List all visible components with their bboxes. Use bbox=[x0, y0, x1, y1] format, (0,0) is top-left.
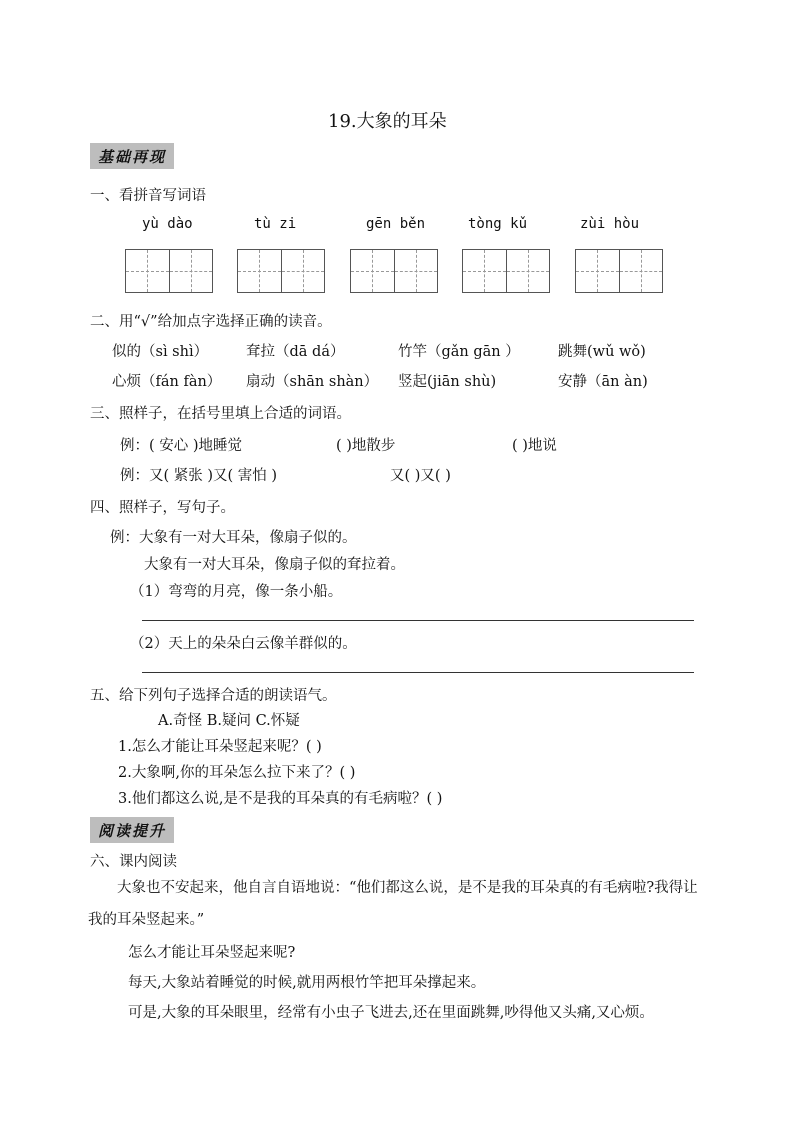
reading-paragraph-2: 怎么才能让耳朵竖起来呢? bbox=[128, 945, 296, 961]
fill-blank[interactable]: 又( )又( ) bbox=[390, 468, 451, 484]
writing-grid-4[interactable] bbox=[462, 249, 550, 293]
pronunciation-choice[interactable]: 竖起(jiān shù) bbox=[398, 374, 497, 390]
writing-grid-1[interactable] bbox=[125, 249, 213, 293]
writing-grid-3[interactable] bbox=[350, 249, 438, 293]
question-4-item-2: （2）天上的朵朵白云像羊群似的。 bbox=[130, 636, 357, 652]
writing-grid-5[interactable] bbox=[575, 249, 663, 293]
question-2-heading: 二、用“√”给加点字选择正确的读音。 bbox=[90, 314, 332, 330]
reading-paragraph-3: 每天,大象站着睡觉的时候,就用两根竹竿把耳朵撑起来。 bbox=[128, 975, 486, 991]
reading-paragraph-1: 大象也不安起来，他自言自语地说：“他们都这么说，是不是我的耳朵真的有毛病啦?我得让我的耳朵竖起来。” bbox=[88, 880, 698, 928]
pinyin-2: tù zi bbox=[254, 216, 297, 232]
example-answer: 大象有一对大耳朵，像扇子似的耷拉着。 bbox=[144, 557, 405, 573]
pronunciation-choice[interactable]: 安静（ān àn) bbox=[558, 374, 648, 390]
tone-options: A.奇怪 B.疑问 C.怀疑 bbox=[158, 713, 300, 729]
pinyin-3: gēn běn bbox=[366, 216, 426, 232]
question-4-item-1: （1）弯弯的月亮，像一条小船。 bbox=[130, 584, 343, 600]
fill-blank-example: 例：又( 紧张 )又( 害怕 ) bbox=[120, 468, 278, 484]
question-3-heading: 三、照样子，在括号里填上合适的词语。 bbox=[90, 406, 351, 422]
question-6-heading: 六、课内阅读 bbox=[90, 854, 177, 870]
question-5-heading: 五、给下列句子选择合适的朗读语气。 bbox=[90, 688, 337, 704]
answer-line-2[interactable] bbox=[142, 672, 694, 673]
writing-grid-2[interactable] bbox=[237, 249, 325, 293]
pinyin-4: tòng kǔ bbox=[468, 216, 528, 232]
tone-question-1[interactable]: 1.怎么才能让耳朵竖起来呢？( ) bbox=[118, 739, 322, 755]
answer-line-1[interactable] bbox=[142, 620, 694, 621]
fill-blank[interactable]: ( )地散步 bbox=[336, 438, 396, 454]
reading-paragraph-4: 可是,大象的耳朵眼里，经常有小虫子飞进去,还在里面跳舞,吵得他又头痛,又心烦。 bbox=[128, 1005, 654, 1021]
pronunciation-choice[interactable]: 跳舞(wǔ wǒ) bbox=[558, 344, 646, 360]
pronunciation-choice[interactable]: 扇动（shān shàn） bbox=[246, 374, 379, 390]
tone-question-3[interactable]: 3.他们都这么说,是不是我的耳朵真的有毛病啦？( ) bbox=[118, 791, 443, 807]
pronunciation-choice[interactable]: 心烦（fán fàn） bbox=[112, 374, 222, 390]
section-banner-reading: 阅读提升 bbox=[90, 817, 174, 843]
example-sentence: 例：大象有一对大耳朵，像扇子似的。 bbox=[110, 530, 357, 546]
pinyin-1: yù dào bbox=[142, 216, 193, 232]
question-1-heading: 一、看拼音写词语 bbox=[90, 188, 206, 204]
pronunciation-choice[interactable]: 耷拉（dā dá） bbox=[246, 344, 345, 360]
question-4-heading: 四、照样子，写句子。 bbox=[90, 500, 235, 516]
page-title: 19.大象的耳朵 bbox=[328, 111, 447, 132]
pinyin-5: zùi hòu bbox=[580, 216, 640, 232]
section-banner-basic: 基础再现 bbox=[90, 143, 174, 169]
pronunciation-choice[interactable]: 似的（sì shì） bbox=[112, 344, 209, 360]
fill-blank-example: 例：( 安心 )地睡觉 bbox=[120, 438, 243, 454]
tone-question-2[interactable]: 2.大象啊,你的耳朵怎么拉下来了？( ) bbox=[118, 765, 356, 781]
pronunciation-choice[interactable]: 竹竿（gǎn gān ） bbox=[398, 344, 520, 360]
fill-blank[interactable]: ( )地说 bbox=[512, 438, 557, 454]
